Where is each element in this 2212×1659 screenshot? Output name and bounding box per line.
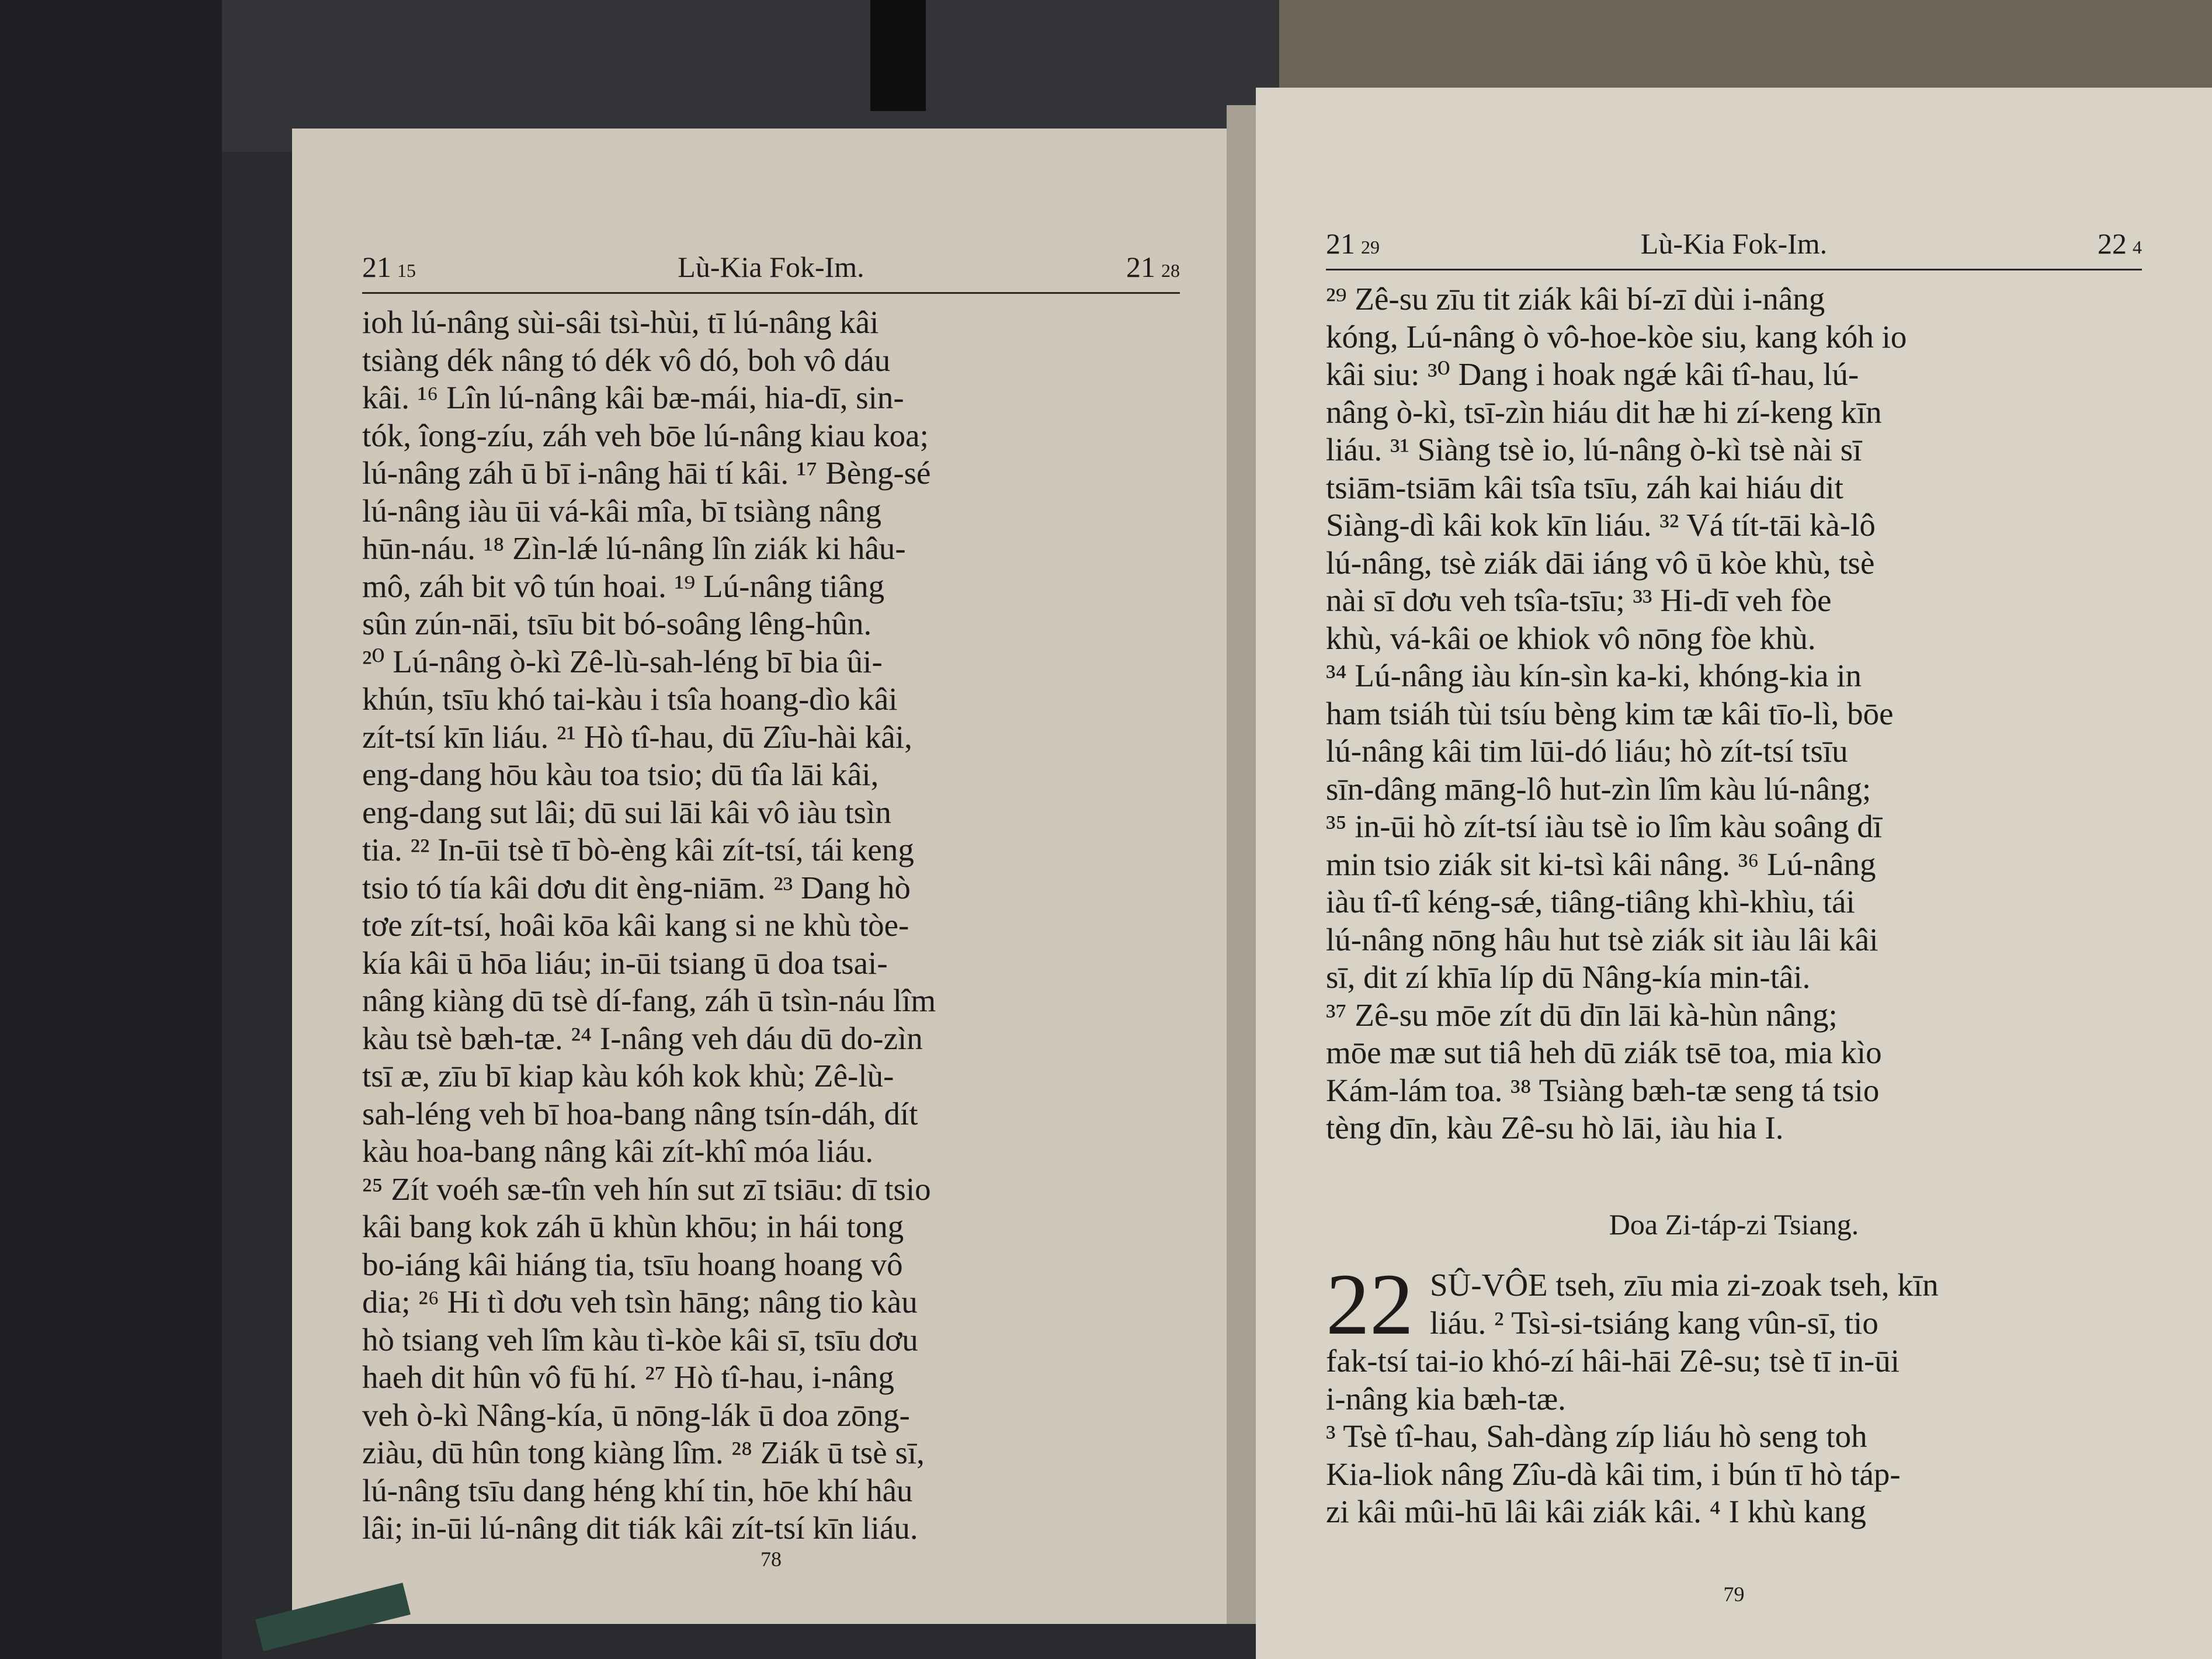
- text-line: Kia-liok nâng Zîu-dà kâi tim, i bún tī hò táp-: [1326, 1456, 1901, 1492]
- right-page-lines: [1326, 280, 2142, 1147]
- text-line: lú-nâng iàu ūi vá-kâi mîa, bī tsiàng nâng: [362, 492, 881, 529]
- right-header-end-verse: 4: [2133, 237, 2142, 258]
- right-header-chapter: 21: [1326, 227, 1355, 260]
- text-line: khún, tsīu khó tai-kàu i tsîa hoang-dìo kâi: [362, 681, 898, 717]
- text-line: ziàu, dū hûn tong kiàng lîm. ²⁸ Ziák ū tsè sī,: [362, 1435, 925, 1470]
- text-line: lú-nâng tsīu dang héng khí tin, hōe khí hâu: [362, 1472, 913, 1508]
- text-line: Siàng-dì kâi kok kīn liáu. ³² Vá tít-tāi kà-lô: [1326, 507, 1876, 543]
- text-line: sīn-dâng māng-lô hut-zìn lîm kàu lú-nâng;: [1326, 771, 1871, 807]
- text-line: hò tsiang veh lîm kàu tì-kòe kâi sī, tsīu dơu: [362, 1321, 918, 1358]
- text-line: ²⁰ Lú-nâng ò-kì Zê-lù-sah-léng bī bia ûi-: [362, 643, 883, 679]
- text-line: liáu. ³¹ Siàng tsè io, lú-nâng ò-kì tsè nài sī: [1326, 432, 1862, 467]
- bookmark-ribbon: [870, 0, 926, 111]
- text-line: lú-nâng nōng hâu hut tsè ziák sit iàu lâi kâi: [1326, 921, 1878, 957]
- right-page-number: 79: [1723, 1582, 1745, 1606]
- text-line: lú-nâng, tsè ziák dāi iáng vô ū kòe khù, tsè: [1326, 544, 1875, 581]
- text-line: tók, îong-zíu, záh veh bōe lú-nâng kiau koa;: [362, 417, 929, 453]
- left-page: [292, 129, 1250, 1624]
- text-line: fak-tsí tai-io khó-zí hâi-hāi Zê-su; tsè tī in-ūi: [1326, 1343, 1900, 1379]
- text-line: SÛ-VÔE tseh, zīu mia zi-zoak tseh, kīn: [1430, 1267, 1939, 1303]
- text-line: tsiàng dék nâng tó dék vô dó, boh vô dáu: [362, 342, 891, 378]
- right-header-verse: 29: [1361, 237, 1380, 258]
- text-line: kàu tsè bæh-tæ. ²⁴ I-nâng veh dáu dū do-zìn: [362, 1020, 923, 1056]
- text-line: tsio tó tía kâi dơu dit èng-niām. ²³ Dang hò: [362, 869, 911, 905]
- text-line: ³⁷ Zê-su mōe zít dū dīn lāi kà-hùn nâng;: [1326, 997, 1838, 1033]
- text-line: kàu hoa-bang nâng kâi zít-khî móa liáu.: [362, 1133, 874, 1169]
- left-header-title: Lù-Kia Fok-Im.: [678, 251, 864, 283]
- text-line: eng-dang hōu kàu toa tsio; dū tîa lāi kâi,: [362, 756, 879, 792]
- text-line: tơe zít-tsí, hoâi kōa kâi kang si ne khù tòe-: [362, 907, 909, 943]
- text-line: lú-nâng záh ū bī i-nâng hāi tí kâi. ¹⁷ Bèng-sé: [362, 455, 931, 491]
- text-line: ³ Tsè tî-hau, Sah-dàng zíp liáu hò seng toh: [1326, 1418, 1867, 1454]
- right-page-body-text: [1326, 280, 2142, 1531]
- text-line: Kám-lám toa. ³⁸ Tsiàng bæh-tæ seng tá tsio: [1326, 1072, 1880, 1108]
- text-line: kía kâi ū hōa liáu; in-ūi tsiang ū doa tsai-: [362, 945, 888, 981]
- text-line: ²⁹ Zê-su zīu tit ziák kâi bí-zī dùi i-nâng: [1326, 281, 1825, 317]
- text-line: bo-iáng kâi hiáng tia, tsīu hoang hoang vô: [362, 1246, 903, 1282]
- text-line: nâng kiàng dū tsè dí-fang, záh ū tsìn-náu lîm: [362, 983, 936, 1018]
- left-page-header: [362, 222, 1180, 294]
- text-line: eng-dang sut lâi; dū sui lāi kâi vô iàu tsìn: [362, 794, 891, 830]
- text-line: liáu. ² Tsì-si-tsiáng kang vûn-sī, tio: [1430, 1304, 1878, 1341]
- text-line: zi kâi mûi-hū lâi kâi ziák kâi. ⁴ I khù kang: [1326, 1494, 1866, 1529]
- right-header-end-chapter: 22: [2098, 227, 2127, 260]
- text-line: sûn zún-nāi, tsīu bit bó-soâng lêng-hûn.: [362, 606, 872, 641]
- left-header-verse: 15: [397, 260, 416, 281]
- text-line: tèng dīn, kàu Zê-su hò lāi, iàu hia I.: [1326, 1110, 1784, 1146]
- text-line: tia. ²² In-ūi tsè tī bò-èng kâi zít-tsí, tái keng: [362, 832, 914, 867]
- text-line: lâi; in-ūi lú-nâng dit tiák kâi zít-tsí kīn liáu.: [362, 1510, 918, 1546]
- chapter-lines: [1326, 1342, 2142, 1531]
- text-line: lú-nâng kâi tim lūi-dó liáu; hò zít-tsí tsīu: [1326, 733, 1848, 769]
- text-line: nâng ò-kì, tsī-zìn hiáu dit hæ hi zí-keng kīn: [1326, 394, 1882, 430]
- text-line: i-nâng kia bæh-tæ.: [1326, 1380, 1566, 1417]
- text-line: sah-léng veh bī hoa-bang nâng tsín-dáh, dít: [362, 1095, 918, 1132]
- chapter-opening: [1326, 1256, 2142, 1353]
- text-line: kâi siu: ³⁰ Dang i hoak ngǽ kâi tî-hau, lú-: [1326, 356, 1859, 392]
- left-page-number: 78: [761, 1547, 782, 1571]
- left-page-body-text: [362, 304, 1180, 1547]
- text-line: veh ò-kì Nâng-kía, ū nōng-lák ū doa zōng-: [362, 1397, 910, 1433]
- text-line: zít-tsí kīn liáu. ²¹ Hò tî-hau, dū Zîu-hài kâi,: [362, 719, 912, 755]
- text-line: ioh lú-nâng sùi-sâi tsì-hùi, tī lú-nâng kâi: [362, 304, 879, 340]
- text-line: nài sī dơu veh tsîa-tsīu; ³³ Hi-dī veh fòe: [1326, 582, 1832, 618]
- right-page: [1256, 88, 2212, 1659]
- text-line: dia; ²⁶ Hi tì dơu veh tsìn hāng; nâng tio kàu: [362, 1284, 918, 1320]
- left-header-chapter: 21: [362, 251, 391, 283]
- text-line: iàu tî-tî kéng-sǽ, tiâng-tiâng khì-khìu, tái: [1326, 884, 1855, 919]
- text-line: hūn-náu. ¹⁸ Zìn-lǽ lú-nâng lîn ziák ki hâu-: [362, 530, 906, 566]
- right-page-header: [1326, 199, 2142, 270]
- chapter-number: 22: [1326, 1256, 1414, 1353]
- chapter-first-lines: [1430, 1266, 2142, 1342]
- text-line: khù, vá-kâi oe khiok vô nōng fòe khù.: [1326, 620, 1816, 656]
- text-line: ham tsiáh tùi tsíu bèng kim tæ kâi tīo-lì, bōe: [1326, 695, 1894, 731]
- text-line: ³⁴ Lú-nâng iàu kín-sìn ka-ki, khóng-kia in: [1326, 658, 1862, 693]
- chapter-heading: Doa Zi-táp-zi Tsiang.: [1609, 1207, 1859, 1241]
- text-line: ²⁵ Zít voéh sæ-tîn veh hín sut zī tsiāu: dī tsio: [362, 1171, 931, 1207]
- right-header-end-chapter-verse: [2098, 227, 2142, 261]
- background-dark-edge: [0, 0, 222, 1659]
- text-line: mōe mæ sut tiâ heh dū ziák tsē toa, mia kìo: [1326, 1035, 1882, 1070]
- left-header-end-verse: 28: [1161, 260, 1180, 281]
- text-line: mô, záh bit vô tún hoai. ¹⁹ Lú-nâng tiâng: [362, 568, 885, 604]
- text-line: kâi bang kok záh ū khùn khōu; in hái tong: [362, 1209, 904, 1244]
- left-header-end-chapter: 21: [1126, 251, 1155, 283]
- text-line: tsiām-tsiām kâi tsîa tsīu, záh kai hiáu dit: [1326, 469, 1843, 505]
- text-line: min tsio ziák sit ki-tsì kâi nâng. ³⁶ Lú-nâng: [1326, 846, 1876, 882]
- text-line: kóng, Lú-nâng ò vô-hoe-kòe siu, kang kóh io: [1326, 318, 1907, 355]
- right-header-title: Lù-Kia Fok-Im.: [1640, 227, 1828, 260]
- text-line: kâi. ¹⁶ Lîn lú-nâng kâi bæ-mái, hia-dī, sin-: [362, 380, 904, 415]
- left-header-end-chapter-verse: [1126, 250, 1180, 284]
- text-line: tsī æ, zīu bī kiap kàu kóh kok khù; Zê-lù-: [362, 1058, 894, 1094]
- text-line: haeh dit hûn vô fū hí. ²⁷ Hò tî-hau, i-nâng: [362, 1359, 894, 1395]
- text-line: ³⁵ in-ūi hò zít-tsí iàu tsè io lîm kàu soâng dī: [1326, 808, 1883, 844]
- text-line: sī, dit zí khīa líp dū Nâng-kía min-tâi.: [1326, 959, 1811, 995]
